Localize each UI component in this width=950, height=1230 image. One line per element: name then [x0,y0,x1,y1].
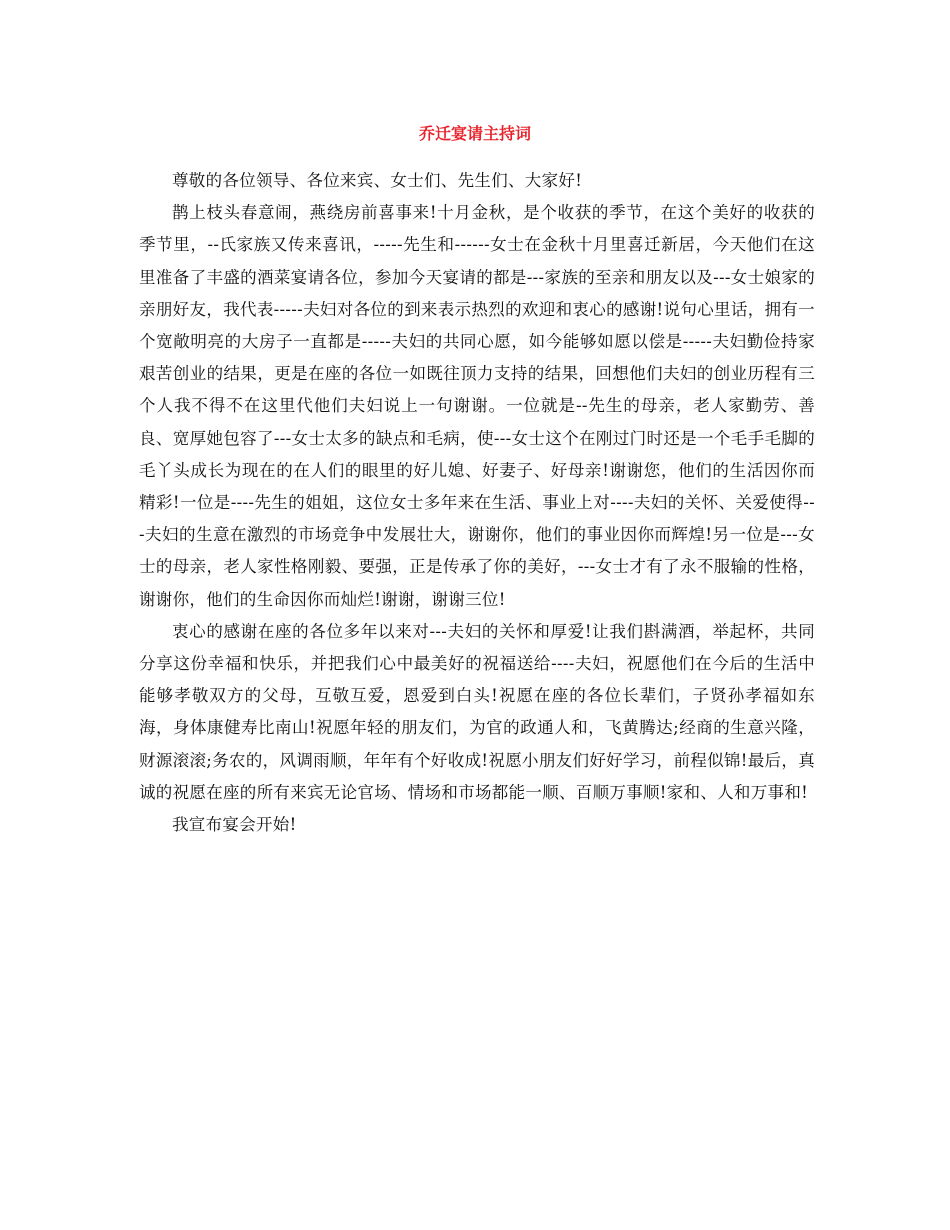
paragraph-main-speech: 鹊上枝头春意闹，燕绕房前喜事来!十月金秋，是个收获的季节，在这个美好的收获的季节里，--氏家族又传来喜讯，-----先生和------女士在金秋十月里喜迁新居，今天他们在这里准备了丰盛的酒菜宴请各位，参加今天宴请的都是---家族的至亲和朋友以及---女士娘家的亲朋好友，我代表-----夫妇对各位的到来表示热烈的欢迎和衷心的感谢!说句心里话，拥有一个宽敞明亮的大房子一直都是-----夫妇的共同心愿，如今能够如愿以偿是-----夫妇勤俭持家艰苦创业的结果，更是在座的各位一如既往顶力支持的结果，回想他们夫妇的创业历程有三个人我不得不在这里代他们夫妇说上一句谢谢。一位就是--先生的母亲，老人家勤劳、善良、宽厚她包容了---女士太多的缺点和毛病，使---女士这个在刚过门时还是一个毛手毛脚的毛丫头成长为现在的在人们的眼里的好儿媳、好妻子、好母亲!谢谢您，他们的生活因你而精彩!一位是----先生的姐姐，这位女士多年来在生活、事业上对----夫妇的关怀、关爱使得---夫妇的生意在激烈的市场竞争中发展壮大，谢谢你，他们的事业因你而辉煌!另一位是---女士的母亲，老人家性格刚毅、要强，正是传承了你的美好，---女士才有了永不服输的性格，谢谢你，他们的生命因你而灿烂!谢谢，谢谢三位! [139,203,815,609]
paragraph-announcement: 我宣布宴会开始! [172,815,297,835]
paragraph-toast-blessings: 衷心的感谢在座的各位多年以来对---夫妇的关怀和厚爱!让我们斟满酒，举起杯，共同分享这份幸福和快乐，并把我们心中最美好的祝福送给----夫妇，祝愿他们在今后的生活中能够孝敬双方的父母，互敬互爱，恩爱到白头!祝愿在座的各位长辈们，子贤孙孝福如东海，身体康健寿比南山!祝愿年轻的朋友们，为官的政通人和，飞黄腾达;经商的生意兴隆，财源滚滚;务农的，风调雨顺，年年有个好收成!祝愿小朋友们好好学习，前程似锦!最后，真诚的祝愿在座的所有来宾无论官场、情场和市场都能一顺、百顺万事顺!家和、人和万事和! [139,621,815,802]
document-body [139,165,815,841]
paragraph-greeting: 尊敬的各位领导、各位来宾、女士们、先生们、大家好! [172,171,583,190]
document-title: 乔迁宴请主持词 [418,124,531,143]
